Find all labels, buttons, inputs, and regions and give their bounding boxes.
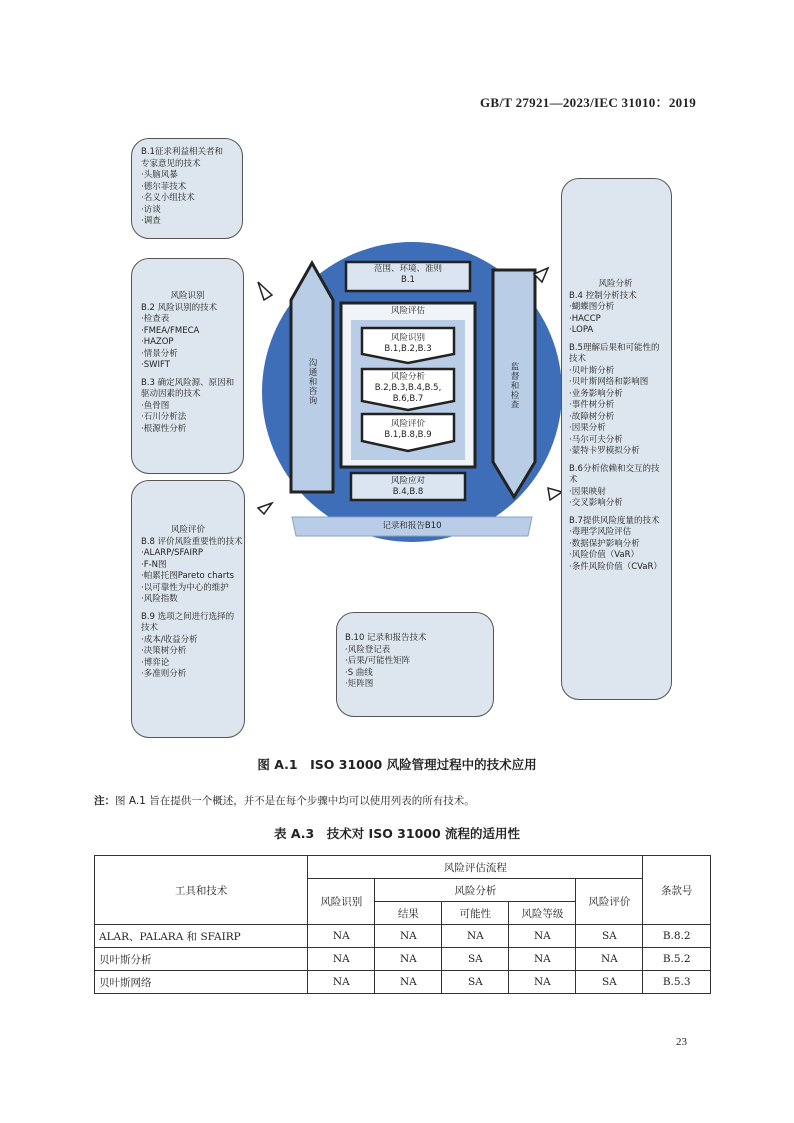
box-line: ·决策树分析 (141, 646, 187, 656)
technique-box-b1 (131, 138, 243, 239)
box-line: ·德尔菲技术 (141, 181, 187, 192)
table-cell: NA (375, 971, 442, 994)
box-line: 技术 (569, 354, 587, 364)
analysis-text: 风险分析 B.2,B.3,B.4,B.5, B.6,B.7 (374, 372, 442, 404)
box-line: 专家意见的技术 (141, 158, 201, 169)
box-line: ·帕累托图Pareto charts (141, 571, 234, 581)
box-line: B.1征求利益相关者和 (141, 147, 223, 157)
assessment-title: 风险评估 (390, 306, 425, 316)
box-line: ·HACCP (569, 313, 601, 324)
box-line: ·风险登记表 (345, 644, 391, 655)
box-line: B.9 选项之间进行选择的 (141, 611, 235, 622)
technique-box-identify (131, 258, 244, 474)
left-vertical-label: 沟通和咨询 (307, 358, 317, 406)
table-cell: NA (308, 925, 375, 948)
table-cell: B.5.2 (643, 948, 711, 971)
box-line: B.6分析依赖和交互的技 (569, 463, 660, 474)
box-line: ·事件树分析 (569, 400, 615, 410)
scope-text: 范围、环境、准则 B.1 (373, 264, 442, 285)
header-consequence: 结果 (375, 902, 442, 925)
note-prefix: 注： (94, 795, 115, 807)
table-cell: SA (576, 971, 643, 994)
header-analysis: 风险分析 (375, 879, 576, 902)
box-line: ·名义小组技术 (141, 193, 195, 203)
right-vertical-label: 监督和检查 (509, 362, 519, 410)
box-line: ·矩阵图 (345, 679, 374, 689)
box-line: ·条件风险价值（CVaR） (569, 561, 662, 572)
treatment-text: 风险应对 B.4,B.8 (390, 476, 425, 497)
box-line: B.3 确定风险源、原因和 (141, 377, 235, 388)
box-line: ·头脑风暴 (141, 170, 178, 180)
box-line: B.5理解后果和可能性的 (569, 342, 660, 353)
box-line: ·风险价值（VaR） (569, 550, 639, 560)
header-level: 风险等级 (509, 902, 576, 925)
box-line: B.10 记录和报告技术 (345, 633, 427, 643)
box-line: ·故障树分析 (569, 411, 615, 422)
evaluation-text: 风险评价 B.1,B.8,B.9 (384, 419, 432, 440)
box-line: ·调查 (141, 216, 161, 226)
connector-triangle-left-top (258, 282, 272, 300)
box-line: ·ALARP/SFAIRP (141, 548, 204, 558)
table-cell: 贝叶斯分析 (95, 948, 308, 971)
connector-triangle-left-bottom (258, 503, 272, 514)
box-line: ·情景分析 (141, 348, 178, 359)
table-cell: NA (308, 971, 375, 994)
box-line: ·贝叶斯网络和影响图 (569, 377, 649, 387)
table-cell: B.5.3 (643, 971, 711, 994)
box-line: ·蒙特卡罗模拟分析 (569, 446, 640, 456)
identify-text: 风险识别 B.1,B.2,B.3 (384, 333, 432, 354)
table-cell: SA (442, 948, 509, 971)
table-cell: B.8.2 (643, 925, 711, 948)
table-row (95, 925, 711, 948)
box-line: B.7提供风险度量的技术 (569, 515, 660, 526)
box-line: 术 (569, 475, 578, 485)
box-line: B.2 风险识别的技术 (141, 302, 218, 313)
box-line: ·多准则分析 (141, 669, 187, 679)
box-line: ·后果/可能性矩阵 (345, 656, 411, 666)
table-cell: NA (308, 948, 375, 971)
box-line: ·S 曲线 (345, 667, 373, 678)
table-cell: NA (375, 925, 442, 948)
table-cell: SA (442, 971, 509, 994)
box-line: ·HAZOP (141, 337, 174, 347)
table-cell: NA (509, 925, 576, 948)
table-cell: NA (509, 948, 576, 971)
table-cell: NA (576, 948, 643, 971)
table-row (95, 971, 711, 994)
box-line: ·业务影响分析 (569, 388, 623, 399)
box-line: B.4 控制分析技术 (569, 290, 637, 301)
box-line: ·马尔可夫分析 (569, 434, 623, 445)
header-process: 风险评估流程 (308, 856, 643, 879)
table-cell: ALAR、PALARA 和 SFAIRP (95, 925, 308, 948)
table-cell: NA (442, 925, 509, 948)
box-line: ·交叉影响分析 (569, 498, 623, 508)
box-line: ·蝴蝶图分析 (569, 302, 615, 312)
header-clause: 条款号 (643, 856, 711, 925)
box-line: ·毒理学风险评估 (569, 527, 632, 537)
header-tools: 工具和技术 (95, 856, 308, 925)
box-line: ·SWIFT (141, 360, 170, 370)
box-line: 驱动因素的技术 (141, 389, 201, 399)
box-line: B.8 评价风险重要性的技术 (141, 536, 243, 547)
record-text: 记录和报告B10 (382, 521, 442, 531)
box-line: ·因果分析 (569, 423, 606, 433)
box-line: ·FMEA/FMECA (141, 325, 200, 336)
box-line: ·风险指数 (141, 594, 178, 604)
table-cell: SA (576, 925, 643, 948)
box-line: ·以可靠性为中心的维护 (141, 582, 229, 593)
box-line: ·贝叶斯分析 (569, 365, 615, 376)
table-cell: NA (509, 971, 576, 994)
standard-code: GB/T 27921—2023/IEC 31010：2019 (480, 95, 697, 110)
box-line: ·根源性分析 (141, 423, 187, 434)
box-heading: 风险评价 (170, 525, 205, 535)
box-line: ·检查表 (141, 314, 170, 324)
box-line: ·LOPA (569, 325, 594, 335)
box-line: ·数据保护影响分析 (569, 538, 640, 549)
box-line: ·博弈论 (141, 657, 170, 668)
box-line: 技术 (141, 623, 159, 633)
table-row (95, 948, 711, 971)
table-caption: 表 A.3 技术对 ISO 31000 流程的适用性 (273, 826, 521, 841)
box-line: ·石川分析法 (141, 412, 187, 422)
box-line: ·成本/收益分析 (141, 634, 198, 645)
technique-box-b10 (336, 612, 494, 717)
box-line: ·因果映射 (569, 486, 606, 497)
applicability-table (94, 855, 711, 994)
box-line: ·访谈 (141, 204, 161, 215)
box-heading: 风险识别 (170, 291, 205, 301)
box-heading: 风险分析 (598, 279, 633, 289)
table-cell: NA (375, 948, 442, 971)
technique-box-evaluation (131, 480, 245, 738)
note-text: 图 A.1 旨在提供一个概述，并不是在每个步骤中均可以使用列表的所有技术。 (115, 795, 475, 807)
figure-caption: 图 A.1 ISO 31000 风险管理过程中的技术应用 (257, 757, 537, 772)
connector-triangle-right-bottom (548, 488, 562, 500)
table-header-row (95, 856, 711, 879)
table-cell: 贝叶斯网络 (95, 971, 308, 994)
figure-note (94, 793, 475, 808)
box-line: ·F-N图 (141, 559, 167, 570)
box-line: ·鱼骨图 (141, 400, 170, 411)
header-identify: 风险识别 (308, 879, 375, 925)
technique-box-analysis (561, 178, 672, 700)
header-likelihood: 可能性 (442, 902, 509, 925)
header-evaluate: 风险评价 (576, 879, 643, 925)
page-number: 23 (676, 1036, 687, 1048)
